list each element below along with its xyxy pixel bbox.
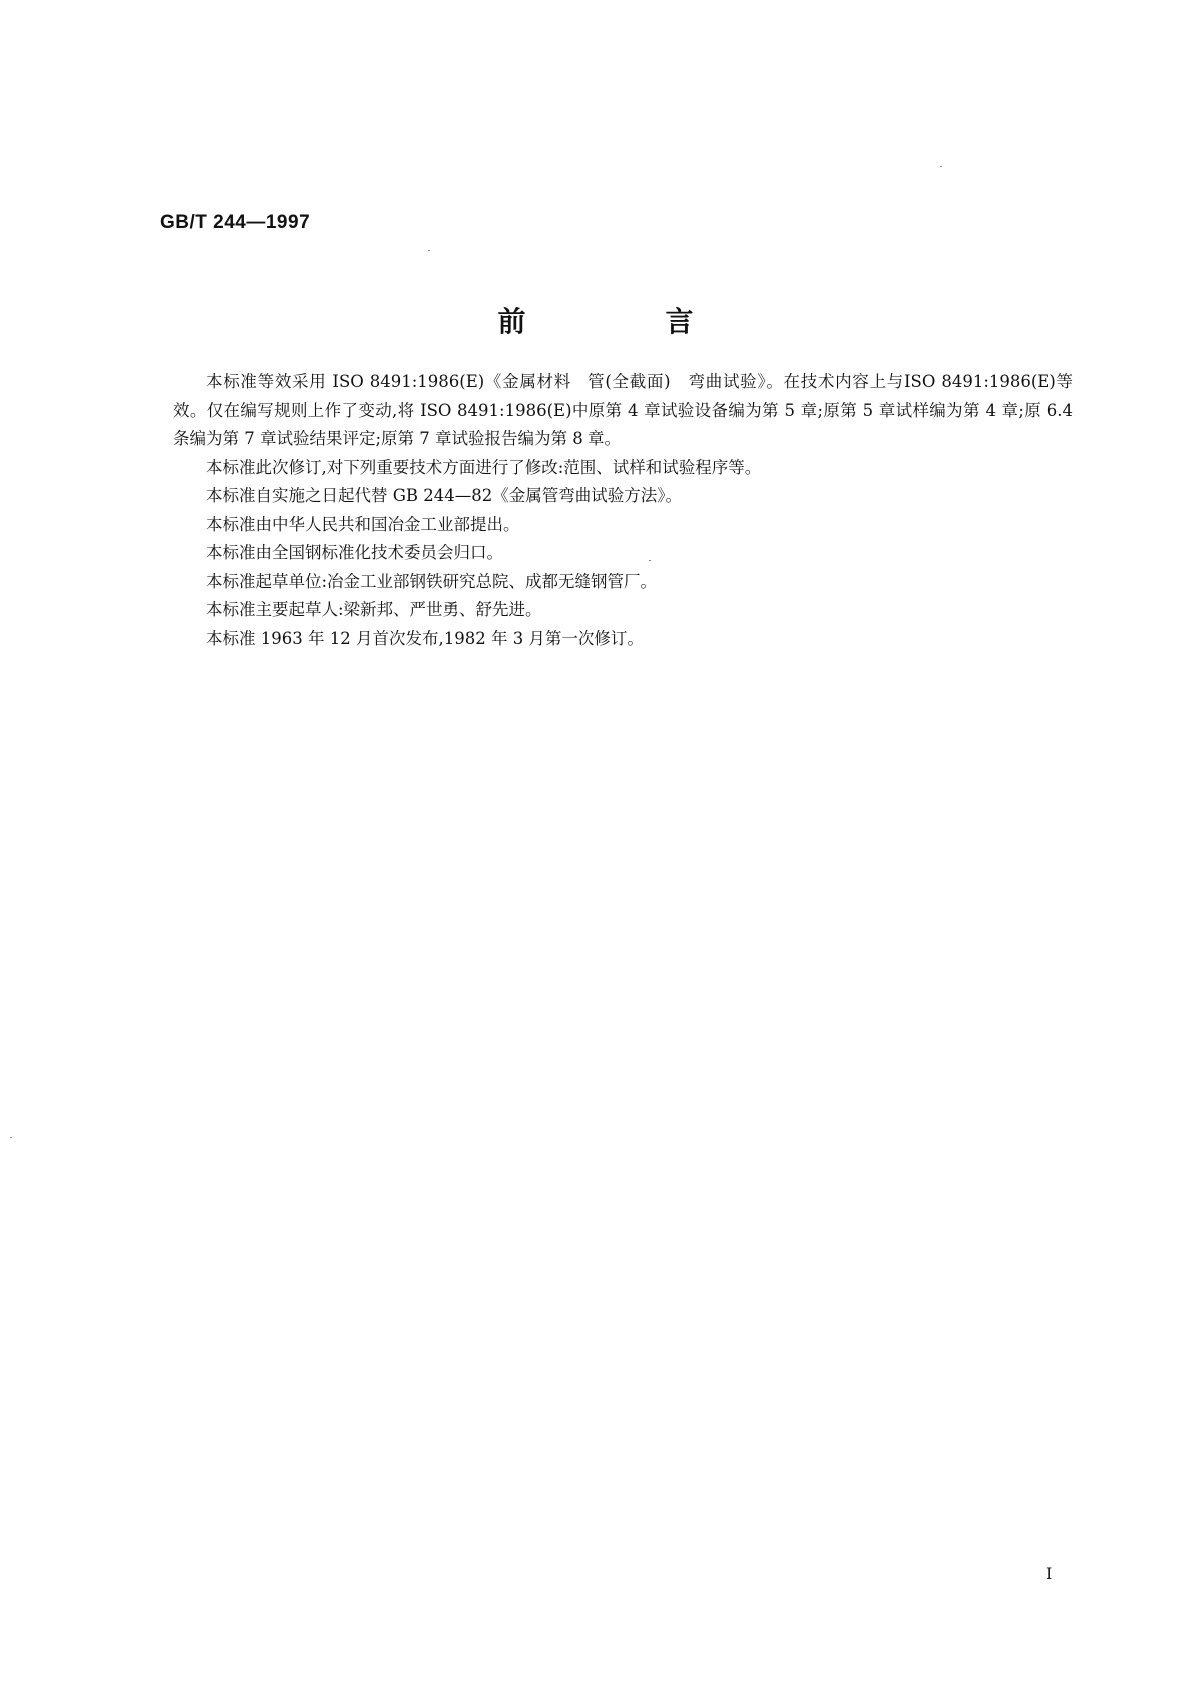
scan-speck: [428, 250, 430, 251]
foreword-paragraph: 本标准由中华人民共和国冶金工业部提出。: [206, 514, 520, 534]
foreword-body: [173, 368, 1073, 653]
foreword-paragraph: 本标准起草单位:冶金工业部钢铁研究总院、成都无缝钢管厂。: [206, 571, 658, 591]
scan-speck: [649, 560, 651, 561]
foreword-paragraph: 本标准此次修订,对下列重要技术方面进行了修改:范围、试样和试验程序等。: [206, 457, 762, 477]
foreword-paragraph: 本标准主要起草人:梁新邦、严世勇、舒先进。: [206, 600, 542, 619]
scan-speck: [940, 166, 942, 167]
foreword-paragraph: 本标准 1963 年 12 月首次发布,1982 年 3 月第一次修订。: [206, 628, 644, 648]
page-number: I: [1046, 1564, 1053, 1583]
foreword-paragraph: 本标准等效采用 ISO 8491:1986(E)《金属材料 管(全截面) 弯曲试验》。在技术内容上与ISO 8491:1986(E)等效。仅在编写规则上作了变动,将 ISO 8491:1986(E)中原第 4 章试验设备编为第 5 章;原第 5 章试样编为第 4 章;原 6.4 条编为第 7 章试验结果评定;原第 7 章试验报告编为第 8 章。: [173, 372, 1073, 448]
page-title: 前 言: [497, 305, 750, 338]
foreword-paragraph: 本标准由全国钢标准化技术委员会归口。: [206, 543, 503, 562]
standard-code: GB/T 244—1997: [160, 212, 311, 233]
foreword-paragraph: 本标准自实施之日起代替 GB 244—82《金属管弯曲试验方法》。: [206, 486, 683, 505]
scan-speck: [10, 1137, 12, 1138]
